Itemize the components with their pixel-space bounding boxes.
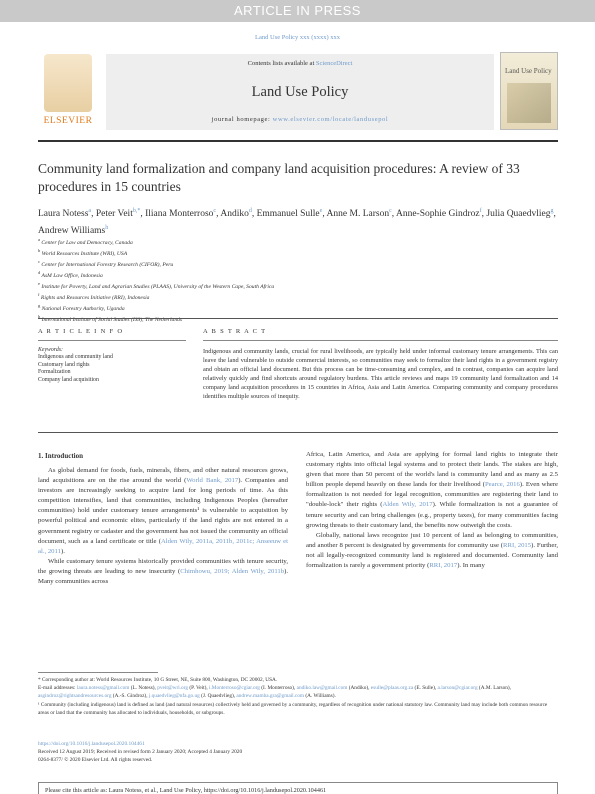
cover-title: Land Use Policy (505, 67, 552, 75)
keyword-list (38, 354, 186, 384)
affiliation-text: Center for Law and Democracy, Canada (40, 239, 133, 246)
homepage-link[interactable]: www.elsevier.com/locate/landusepol (272, 116, 389, 123)
citation-link[interactable]: World Bank, 2017 (186, 477, 239, 485)
front-matter-divider (38, 318, 558, 319)
body-paragraph: As global demand for foods, fuels, minerals, fibers, and other natural resources grows, land acquisitions are on the rise around the world (World Bank, 2017). Companies and investors are increasingly seeking to acquire land for long periods of time. As this competition intensifies, land that communities, including Indigenous Peoples (hereafter communities) hold under customary tenure arrangements¹ is vulnerable to acquisition by powerful political and economic elites, particularly if the land rights are not entered in a government registry or cadaster and the government has not issued the community an official document, such as a land certificate or title (Alden Wily, 2011a, 2011b, 2011c; Anseeuw et al., 2011). (38, 467, 288, 555)
article-in-press-banner: ARTICLE IN PRESS (0, 0, 595, 22)
affiliation-marker: f (38, 292, 40, 298)
abstract-text: Indigenous and community lands, crucial for rural livelihoods, are typically held under informal customary tenure arrangements. This can leave the land vulnerable to outside commercial interests, so communities may seek to formalize their land rights in a government registry and obtain an official land document. But this process can be time-consuming and complex, and in contrast, companies can acquire land relatively quickly and find shortcuts around regulatory burdens. This article reviews and maps 19 community land formalization and 14 company land acquisition procedures in 15 countries in Africa, Asia and Latin America. Comparing community and company procedures identifies multiple sources of inequity. (203, 347, 558, 400)
keyword-item: Indigenous and community land (38, 354, 113, 361)
author-list: Laura Notess$^a$, Peter Veit$^{b,*}$, Iliana Monterroso$^c$, Andiko$^d$, Emmanuel Sulle$^e$, Anne M. Larson$^c$, Anne-Sophie Gindroz$^f$, Julia Quaedvlieg$^g$, Andrew Williams$^h$ (38, 208, 556, 236)
citation-link[interactable]: Alden Wily, 2017 (382, 501, 433, 509)
section-heading-introduction: 1. Introduction (38, 452, 83, 460)
citation-box: Please cite this article as: Laura Notess, et al., Land Use Policy, https://doi.org/10.1016/j.landusepol.2020.104461 (38, 782, 558, 794)
affiliation-text: International Institute of Social Studies (ISS), The Netherlands (40, 317, 183, 324)
author-name[interactable]: Laura Notess (38, 209, 89, 220)
citation-link[interactable]: Chimhowu, 2019; Alden Wily, 2011b (180, 567, 285, 575)
author-affiliation-marker[interactable]: c (389, 208, 392, 214)
publisher-name: ELSEVIER (43, 116, 93, 126)
article-title: Community land formalization and company land acquisition procedures: A review of 33 procedures in 15 countries (38, 161, 520, 194)
author-name[interactable]: Andrew Williams (38, 225, 106, 236)
article-info-heading: A R T I C L E I N F O (38, 328, 124, 335)
citation-link[interactable]: RRI, 2015 (503, 541, 532, 549)
emails-label: E-mail addresses: (38, 685, 77, 692)
affiliation-marker: h (38, 314, 41, 320)
copyright-line: 0264-8377/ © 2020 Elsevier Ltd. All rights reserved. (38, 757, 153, 764)
keyword-item: Formalization (38, 369, 71, 376)
elsevier-tree-icon (44, 54, 92, 112)
author-affiliation-marker[interactable]: d (248, 208, 252, 214)
author-name[interactable]: Emmanuel Sulle (256, 209, 320, 220)
email-link[interactable]: a.larson@cgiar.org (437, 685, 478, 692)
email-addresses: E-mail addresses: laura.notess@gmail.com (L. Notess), pveit@wri.org (P. Veit), i.Monterroso@cgiar.org (I. Monterroso), andiko.law@gmail.com (Andiko), esulle@plaas.org.za (E. Sulle), a.larson@cgiar.org (A.M. Larson), asgindroz@rightsandresources.org (A.-S. Gindroz), j.quaedvlieg@nfa.go.ug (J. Quaedvlieg), andrew.mamba.gra@gmail.com (A. Williams). (38, 685, 512, 700)
author-name[interactable]: Peter Veit (95, 209, 133, 220)
body-column-left (38, 466, 288, 587)
citation-link[interactable]: Pearce, 2016 (484, 481, 520, 489)
author-name[interactable]: Anne M. Larson (326, 209, 390, 220)
header-divider (38, 140, 558, 142)
journal-title: Land Use Policy (251, 84, 349, 100)
affiliation-text: Center for International Forestry Research (CIFOR), Peru (40, 261, 174, 268)
abstract-heading: A B S T R A C T (203, 328, 267, 335)
author-affiliation-marker[interactable]: c (213, 208, 217, 214)
affiliation-text: National Forestry Authority, Uganda (40, 306, 125, 313)
author-name[interactable]: Andiko (220, 209, 249, 220)
author-affiliation-marker[interactable]: f (479, 208, 482, 214)
affiliation-marker: g (38, 303, 41, 309)
received-dates: Received 12 August 2019; Received in revised form 2 January 2020; Accepted 4 January 2020 (38, 749, 243, 756)
article-info-section (38, 328, 186, 384)
affiliation-text: AsM Law Office, Indonesia (40, 273, 103, 280)
abstract-section (203, 328, 558, 401)
affiliation-text: World Resources Institute (WRI), USA (40, 250, 128, 257)
email-link[interactable]: i.Monterroso@cgiar.org (208, 685, 260, 692)
author-affiliation-marker[interactable]: a (88, 208, 92, 214)
keyword-item: Company land acquisition (38, 376, 99, 383)
affiliation-text: Rights and Resources Initiative (RRI), Indonesia (39, 295, 150, 302)
journal-cover-thumbnail[interactable] (500, 52, 558, 130)
affiliation-text: Institute for Poverty, Land and Agrarian Studies (PLAAS), University of the Western Cape, South Africa (40, 284, 275, 291)
body-column-right (306, 450, 558, 571)
affiliation-marker: b (38, 248, 41, 254)
contents-prefix: Contents lists available at (247, 60, 316, 67)
corresponding-author-note: * Corresponding author at: World Resources Institute, 10 G Street, NE, Suite 800, Washington, DC 20002, USA. (38, 677, 278, 683)
citation-link[interactable]: RRI, 2017 (429, 562, 458, 570)
affiliation-item (38, 302, 558, 313)
doi-link[interactable]: https://doi.org/10.1016/j.landusepol.2020.104461 (38, 741, 145, 747)
author-name[interactable]: Julia Quaedvlieg (486, 209, 551, 220)
email-link[interactable]: andiko.law@gmail.com (296, 685, 348, 692)
affiliation-item (38, 258, 558, 269)
sciencedirect-link[interactable]: ScienceDirect (315, 60, 353, 67)
citation-link[interactable]: Alden Wily, 2011a, 2011b, 2011c; Anseeuw et al., 2011 (38, 537, 288, 555)
affiliation-list (38, 236, 558, 325)
journal-header (38, 52, 558, 132)
email-link[interactable]: pveit@wri.org (157, 685, 189, 692)
email-link[interactable]: andrew.mamba.gra@gmail.com (236, 693, 305, 700)
footnote-rule (38, 672, 158, 673)
keywords-label: Keywords: (38, 346, 63, 353)
author-affiliation-marker[interactable]: g (550, 208, 554, 214)
abstract-rule (203, 340, 558, 341)
journal-homepage (106, 116, 494, 123)
affiliation-marker: d (38, 270, 41, 276)
email-link[interactable]: asgindroz@rightsandresources.org (38, 693, 112, 700)
abstract-divider (38, 432, 558, 433)
cover-art (507, 83, 551, 123)
email-link[interactable]: laura.notess@gmail.com (76, 685, 130, 692)
author-affiliation-marker[interactable]: b,* (132, 208, 141, 214)
journal-masthead (106, 54, 494, 130)
affiliation-marker: e (38, 281, 40, 287)
email-link[interactable]: j.quaedvlieg@nfa.go.ug (148, 693, 200, 700)
affiliation-item (38, 269, 558, 280)
footnotes (38, 676, 558, 717)
affiliation-item (38, 291, 558, 302)
contents-line (106, 60, 494, 67)
homepage-prefix: journal homepage: (211, 116, 273, 123)
body-paragraph: While customary tenure systems historically provided communities with tenure security, the growing threats are leading to new insecurity (Chimhowu, 2019; Alden Wily, 2011b). Many communities across (38, 557, 289, 586)
footnote-1: ¹ Community (including indigenous) land is defined as land (and natural resources) collectively held and governed by a community, regardless of recognition under national statutory law. Community land may include both common resource areas or land that the community has allocated to individuals, households, or subgroups. (38, 701, 548, 716)
author-affiliation-marker[interactable]: h (105, 224, 109, 231)
affiliation-marker: a (38, 237, 40, 242)
body-paragraph: Globally, national laws recognize just 10 percent of land as belonging to communities, and another 8 percent is designated by governments for community use (RRI, 2015). Further, not all legally-recognized community land is registered and documented. Community land formalization is rarely a government priority (RRI, 2017). In many (306, 531, 558, 570)
author-affiliation-marker[interactable]: e (319, 208, 323, 214)
publication-info (38, 740, 338, 765)
affiliation-marker: c (38, 259, 40, 265)
email-link[interactable]: esulle@plaas.org.za (370, 685, 414, 692)
affiliation-item (38, 247, 558, 258)
affiliation-item (38, 236, 558, 247)
journal-reference-link[interactable]: Land Use Policy xxx (xxxx) xxx (254, 34, 341, 41)
body-paragraph: Africa, Latin America, and Asia are applying for formal land rights to integrate their customary rights into official legal systems and to protect their lands. The stakes are high, given that more than 50 percent of the world's land is community land and as many as 2.5 billion people depend heavily on these lands for their livelihood (Pearce, 2016). Even where formalization is not needed for legal recognition, communities are registering their land to "double-lock" their rights (Alden Wily, 2017). While formalization is not a guarantee of tenure security and can bring challenges (e.g., property taxes), for many communities facing growing threats to their customary land, the benefits now outweigh the costs. (306, 451, 558, 529)
elsevier-logo (38, 52, 98, 130)
author-name[interactable]: Iliana Monterroso (145, 209, 214, 220)
author-name[interactable]: Anne-Sophie Gindroz (395, 209, 480, 220)
article-info-rule (38, 340, 186, 341)
affiliation-item (38, 280, 558, 291)
keyword-item: Customary land rights (38, 361, 90, 368)
affiliation-item (38, 313, 558, 324)
